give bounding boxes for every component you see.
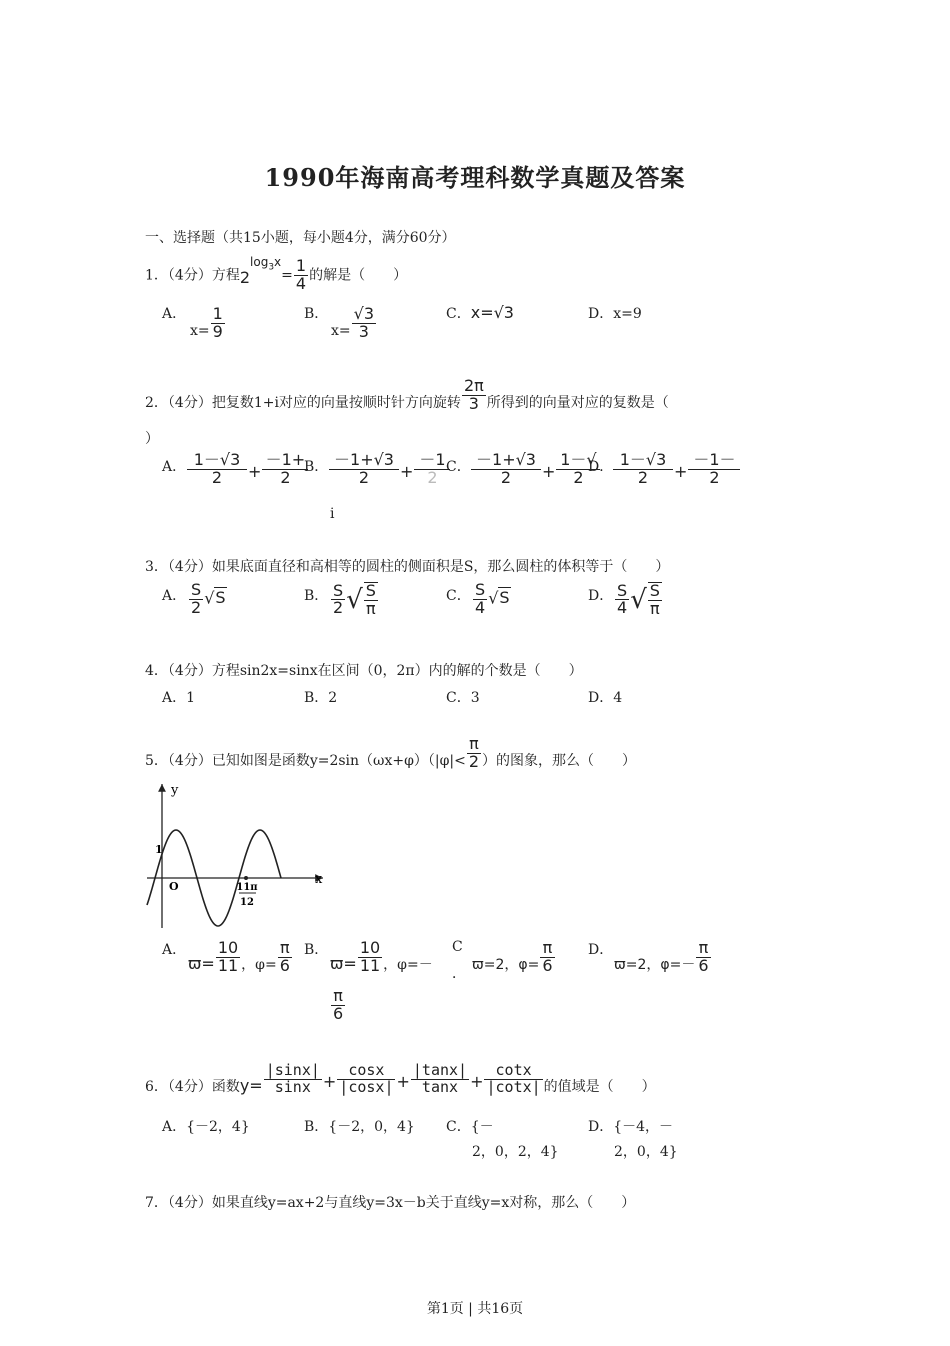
q1-option-a: A． (162, 306, 187, 322)
q6-option-d: D．{－4，－ (588, 1119, 674, 1135)
q3-option-d: D． (588, 588, 614, 604)
q5-option-c-dot: ． (452, 966, 466, 982)
q4-option-d: D．4 (588, 690, 623, 706)
q2-option-c: C． (446, 459, 471, 475)
q1-fraction: $\frac{1}{4}$ (295, 256, 307, 293)
q5-option-b: B． (304, 942, 329, 958)
q4-option-a: A．1 (162, 690, 196, 706)
q5-option-c-value: ϖ=2，φ= $\frac{\pi}{6}$ (472, 938, 553, 975)
x-tick-den: 12 (240, 897, 254, 908)
q2-option-d-value: $\frac{1-√3}{2}$ + $\frac{-1-}{2}$ (612, 452, 741, 487)
q2-option-d: D． (588, 459, 614, 475)
question-1 (145, 254, 408, 293)
x-axis-label: x (315, 872, 323, 887)
q4-option-c: C．3 (446, 690, 480, 706)
question-7: 7．（4分）如果直线y=ax+2与直线y=3x－b关于直线y=x对称，那么（ ） (145, 1195, 636, 1211)
q1-option-b: B． (304, 306, 329, 322)
section-heading: 一、选择题（共15小题，每小题4分，满分60分） (145, 230, 456, 246)
y-axis-label: y (171, 783, 179, 798)
q5-option-b-frac: $\frac{\pi}{6}$ (333, 986, 344, 1023)
q2-option-a-value: $\frac{1-√3}{2}$ + $\frac{-1+}{2}$ (186, 452, 309, 487)
q1-option-d: D．x=9 (588, 306, 642, 322)
q1-option-a-value: x= $\frac{1}{9}$ (190, 304, 223, 341)
q3-option-c-value: $\frac{S}{4}$ √S (475, 580, 510, 617)
q1-base: 2 (239, 268, 251, 288)
q3-option-c: C． (446, 588, 471, 604)
question-4: 4．（4分）方程sin2x=sinx在区间（0，2π）内的解的个数是（ ） (145, 663, 583, 679)
q6-option-b: B．{－2，0，4} (304, 1119, 415, 1135)
page-title: 1990年海南高考理科数学真题及答案 (264, 163, 686, 192)
q6-option-a: A．{－2，4} (162, 1119, 250, 1135)
question-6: 6．（4分）函数y= $\frac{|\sin x|}{\sin x}$ + $\frac{\cos x}{|\cos x|}$ + $\frac{|\tan x|}{\tan x}$ + $\frac{\cot x}{|\cot x|}$ 的值域是（ ） (145, 1061, 656, 1096)
q3-option-a-value: $\frac{S}{2}$ √S (191, 580, 226, 617)
q4-option-b: B．2 (304, 690, 338, 706)
x-tick-num: 11π (236, 882, 258, 893)
origin-label: O (169, 880, 179, 893)
q6-option-d-cont: 2，0，4} (614, 1144, 678, 1160)
q6-option-c: C．{－ (446, 1119, 494, 1135)
q5-option-a: A． (162, 942, 187, 958)
x-intercept-point (244, 876, 248, 880)
q5-option-a-value: ϖ= $\frac{10}{11}$ ，φ= $\frac{\pi}{6}$ (188, 938, 290, 975)
q2-option-b-i: i (330, 506, 335, 522)
q1-option-c: C．x=√3 (446, 303, 514, 322)
q2-option-a: A． (162, 459, 187, 475)
q5-option-c: C (452, 939, 463, 955)
q1-eq: = (281, 267, 293, 284)
page-footer: 第1页 | 共16页 (426, 1301, 524, 1317)
q1-prefix: 1．（4分）方程 (145, 267, 240, 284)
y-tick-one: 1 (155, 843, 163, 856)
q5-option-d-value: ϖ=2，φ=－ $\frac{\pi}{6}$ (614, 938, 709, 975)
q3-option-a: A． (162, 588, 187, 604)
q5-option-d: D． (588, 942, 614, 958)
q5-option-b-value: ϖ= $\frac{10}{11}$ ，φ=－ (330, 938, 433, 975)
question-3: 3．（4分）如果底面直径和高相等的圆柱的侧面积是S，那么圆柱的体积等于（ ） (145, 559, 670, 575)
sine-graph (145, 778, 335, 930)
question-2: 2．（4分）把复数1+i对应的向量按顺时针方向旋转 $\frac{2\pi}{3}$ 所得到的向量对应的复数是（ (145, 376, 669, 413)
q1-suffix: 的解是（ ） (309, 267, 408, 284)
q3-option-b: B． (304, 588, 329, 604)
q2-option-c-value: $\frac{-1+√3}{2}$ + $\frac{1-√}{2}$ (470, 452, 601, 487)
question-2-cont: ） (145, 431, 159, 447)
q6-option-c-cont: 2，0，2，4} (472, 1144, 559, 1160)
q3-option-b-value: $\frac{S}{2}$ √ $\frac{S}{\pi}$ (333, 580, 376, 618)
question-5: 5．（4分）已知如图是函数y=2sin（ωx+φ）（|φ|< $\frac{\pi}{2}$ ）的图象，那么（ ） (145, 734, 637, 771)
q3-option-d-value: $\frac{S}{4}$ √ $\frac{S}{\pi}$ (617, 580, 660, 618)
q2-option-b-value: $\frac{-1+√3}{2}$ + $\frac{-1}{2}$ (328, 452, 451, 487)
q2-option-b: B． (304, 459, 329, 475)
q1-option-b-value: x= $\frac{√3}{3}$ (331, 304, 375, 341)
q1-exponent: log3x (250, 254, 282, 273)
